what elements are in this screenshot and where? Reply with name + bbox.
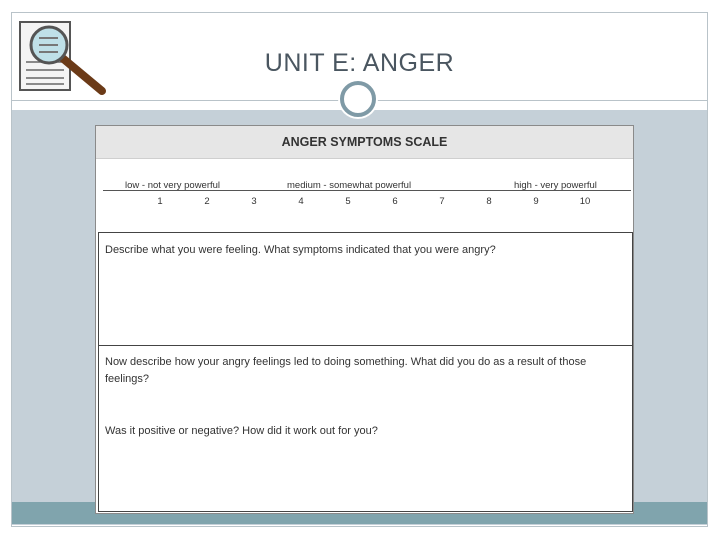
scale-number: 6 [392, 196, 398, 207]
scale-label-high: high - very powerful [514, 180, 597, 191]
anger-symptoms-worksheet [95, 125, 634, 514]
action-section [98, 345, 633, 512]
scale-label-medium: medium - somewhat powerful [287, 180, 412, 191]
question-feeling: Describe what you were feeling. What symptoms indicated that you were angry? [105, 244, 496, 256]
question-outcome: Was it positive or negative? How did it work out for you? [105, 425, 378, 437]
scale-number: 1 [157, 196, 163, 207]
scale-number: 5 [345, 196, 351, 207]
scale-number: 7 [439, 196, 445, 207]
scale-number: 4 [298, 196, 304, 207]
scale-line [103, 190, 631, 191]
scale-number: 10 [579, 196, 591, 207]
worksheet-title: ANGER SYMPTOMS SCALE [281, 135, 448, 149]
worksheet-header [96, 126, 633, 159]
scale-number: 9 [533, 196, 539, 207]
scale-number: 2 [204, 196, 210, 207]
scale-number: 8 [486, 196, 492, 207]
magnifier-document-icon [14, 18, 114, 96]
scale-label-low: low - not very powerful [125, 180, 221, 191]
divider-circle-icon [338, 79, 378, 119]
feeling-section [98, 232, 633, 346]
question-action: Now describe how your angry feelings led to doing something. What did you do as a result of those feelings? [105, 356, 587, 385]
scale-number: 3 [251, 196, 257, 207]
slide-title: UNIT E: ANGER [264, 49, 455, 77]
